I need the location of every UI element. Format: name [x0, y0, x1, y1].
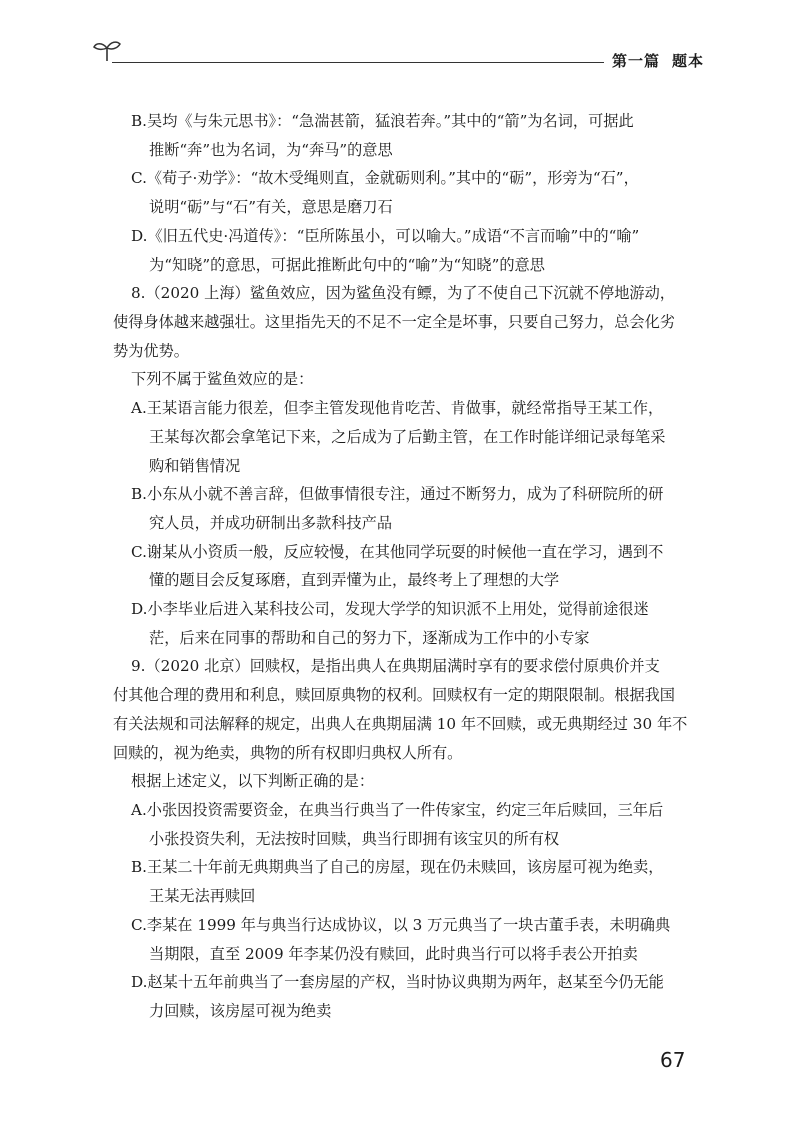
- q8-option-c: C.谢某从小资质一般，反应较慢，在其他同学玩耍的时候他一直在学习，遇到不: [131, 542, 664, 561]
- q8-option-a-cont: 购和销售情况: [149, 456, 241, 475]
- part-label: 第一篇: [612, 52, 661, 70]
- q8-stem-line-3: 势为优势。: [113, 341, 189, 360]
- q8-option-a: A.王某语言能力很差，但李主管发现他肯吃苦、肯做事，就经常指导王某工作，: [131, 399, 664, 418]
- q8-option-b-cont: 究人员，并成功研制出多款科技产品: [149, 513, 392, 532]
- q7-option-c-cont: 说明“砺”与“石”有关，意思是磨刀石: [149, 198, 393, 217]
- q8-option-d-cont: 茫，后来在同事的帮助和自己的努力下，逐渐成为工作中的小专家: [149, 628, 590, 647]
- q8-option-a-cont: 王某每次都会拿笔记下来，之后成为了后勤主管，在工作时能详细记录每笔采: [149, 427, 666, 446]
- q7-option-b: B.吴均《与朱元思书》：“急湍甚箭，猛浪若奔。”其中的“箭”为名词，可据此: [131, 112, 634, 130]
- q7-option-d: D.《旧五代史·冯道传》：“臣所陈虽小，可以喻大。”成语“不言而喻”中的“喻”: [131, 226, 640, 245]
- q9-option-b-cont: 王某无法再赎回: [149, 887, 256, 906]
- q9-prompt: 根据上述定义，以下判断正确的是：: [131, 772, 374, 791]
- book-title: 题本: [672, 52, 705, 70]
- q9-stem-line-2: 付其他合理的费用和利息，赎回原典物的权利。回赎权有一定的期限限制。根据我国: [113, 686, 675, 705]
- q8-prompt: 下列不属于鲨鱼效应的是：: [131, 370, 314, 389]
- q9-stem-line-1: 9.（2020 北京）回赎权，是指出典人在典期届满时享有的要求偿付原典价并支: [131, 657, 660, 676]
- q8-option-b: B.小东从小就不善言辞，但做事情很专注，通过不断努力，成为了科研院所的研: [131, 485, 664, 504]
- q9-option-a: A.小张因投资需要资金，在典当行典当了一件传家宝，约定三年后赎回，三年后: [131, 801, 664, 820]
- q8-stem-line-1: 8.（2020 上海）鲨鱼效应，因为鲨鱼没有鳔，为了不使自己下沉就不停地游动，: [131, 284, 675, 303]
- q7-option-b-cont: 推断“奔”也为名词，为“奔马”的意思: [149, 140, 393, 159]
- q7-option-c: C.《荀子·劝学》：“故木受绳则直，金就砺则利。”其中的“砺”，形旁为“石”，: [131, 169, 639, 188]
- page-number: 67: [660, 1048, 686, 1072]
- q9-option-d: D.赵某十五年前典当了一套房屋的产权，当时协议典期为两年，赵某至今仍无能: [131, 973, 664, 992]
- q9-option-d-cont: 力回赎，该房屋可视为绝卖: [149, 1002, 332, 1020]
- q9-option-c-cont: 当期限，直至 2009 年李某仍没有赎回，此时典当行可以将手表公开拍卖: [149, 944, 638, 963]
- q9-stem-line-3: 有关法规和司法解释的规定，出典人在典期届满 10 年不回赎，或无典期经过 30 年不: [113, 714, 688, 733]
- q7-option-d-cont: 为“知晓”的意思，可据此推断此句中的“喻”为“知晓”的意思: [149, 255, 545, 274]
- q9-option-b: B.王某二十年前无典期典当了自己的房屋，现在仍未赎回，该房屋可视为绝卖，: [131, 858, 664, 877]
- q9-option-a-cont: 小张投资失利，无法按时回赎，典当行即拥有该宝贝的所有权: [149, 829, 560, 848]
- q8-stem-line-2: 使得身体越来越强壮。这里指先天的不足不一定全是坏事，只要自己努力，总会化劣: [113, 312, 675, 331]
- q9-option-c: C.李某在 1999 年与典当行达成协议，以 3 万元典当了一块古董手表，未明确典: [131, 915, 671, 934]
- q8-option-d: D.小李毕业后进入某科技公司，发现大学学的知识派不上用处，觉得前途很迷: [131, 600, 649, 619]
- q8-option-c-cont: 懂的题目会反复琢磨，直到弄懂为止，最终考上了理想的大学: [149, 571, 560, 590]
- q9-stem-line-4: 回赎的，视为绝卖，典物的所有权即归典权人所有。: [113, 743, 463, 762]
